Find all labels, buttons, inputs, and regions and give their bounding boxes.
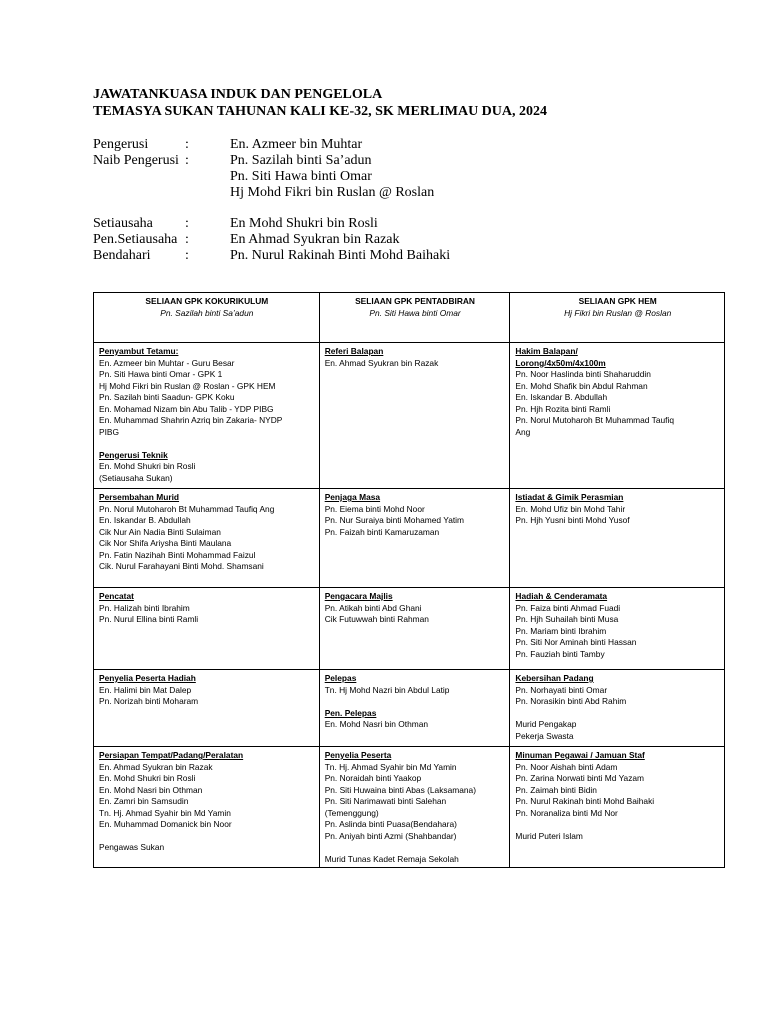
- member-name: Cik Nur Ain Nadia Binti Sulaiman: [99, 526, 221, 537]
- table-cell: [319, 489, 510, 588]
- officer-name: En. Azmeer bin Muhtar: [230, 137, 363, 152]
- table-cell: [510, 670, 725, 747]
- table-row: [94, 747, 725, 868]
- duty-title: Pencatat: [99, 591, 134, 601]
- member-name: Pn. Nur Suraiya binti Mohamed Yatim: [324, 515, 465, 525]
- member-name: Murid Puteri Islam: [515, 830, 583, 841]
- member-name: Murid Pengakap: [515, 719, 577, 729]
- duty-title: Penyelia Peserta: [324, 750, 392, 760]
- officers-list: [93, 137, 450, 264]
- member-name: En. Mohd Shafik bin Abdul Rahman: [515, 380, 648, 391]
- table-row: [94, 489, 725, 588]
- member-name: Pn. Norhayati binti Omar: [515, 684, 608, 695]
- duty-title: Pelepas: [324, 673, 357, 683]
- member-name: Pengawas Sukan: [99, 842, 165, 852]
- member-name: (Setiausaha Sukan): [99, 472, 173, 483]
- officer-row: [93, 185, 450, 201]
- member-name: Pn. Fatin Nazihah Binti Mohammad Faizul: [99, 549, 256, 560]
- officer-name: Pn. Sazilah binti Sa’adun: [230, 153, 372, 168]
- member-name: Tn. Hj. Ahmad Syahir bin Md Yamin: [324, 761, 457, 772]
- column-supervisor: Hj Fikri bin Ruslan @ Roslan: [564, 307, 672, 318]
- member-name: En. Mohd Ufiz bin Mohd Tahir: [515, 503, 626, 514]
- column-header: [94, 293, 320, 343]
- member-name: Hj Mohd Fikri bin Ruslan @ Roslan - GPK HEM: [99, 380, 276, 391]
- officer-name: En Ahmad Syukran bin Razak: [230, 232, 400, 247]
- officer-colon: [185, 169, 230, 185]
- spacer: [515, 708, 720, 720]
- member-name: Pn. Faiza binti Ahmad Fuadi: [515, 602, 621, 613]
- officer-colon: :: [185, 232, 189, 247]
- duty-title: Kebersihan Padang: [515, 673, 594, 683]
- member-name: En. Iskandar B. Abdullah: [99, 515, 191, 525]
- member-name: Pekerja Swasta: [515, 730, 574, 741]
- member-name: Pn. Hjh Rozita binti Ramli: [515, 403, 611, 414]
- member-name: Pn. Nurul Ellina binti Ramli: [99, 614, 199, 624]
- officer-role: Pengerusi: [93, 137, 149, 152]
- duty-title: Hakim Balapan/: [515, 346, 578, 356]
- member-name: En. Mohd Nasri bin Othman: [99, 784, 203, 795]
- member-name: Cik. Nurul Farahayani Binti Mohd. Shamsani: [99, 561, 264, 571]
- member-name: Pn. Noor Aishah binti Adam: [515, 761, 618, 772]
- member-name: En. Muhammad Domanick bin Noor: [99, 819, 232, 829]
- table-row: [94, 588, 725, 670]
- member-name: Pn. Aniyah binti Azmi (Shahbandar): [324, 830, 457, 841]
- officer-colon: :: [185, 216, 189, 231]
- member-name: Pn. Aslinda binti Puasa(Bendahara): [324, 819, 457, 829]
- officer-name: Hj Mohd Fikri bin Ruslan @ Roslan: [230, 185, 435, 200]
- column-header: [319, 293, 510, 343]
- spacer: [325, 842, 506, 854]
- column-heading: SELIAAN GPK HEM: [578, 296, 657, 306]
- table-cell: [510, 588, 725, 670]
- table-cell: [94, 747, 320, 868]
- member-name: Pn. Fauziah binti Tamby: [515, 648, 605, 659]
- document-title-line-1: JAWATANKUASA INDUK DAN PENGELOLA: [93, 87, 383, 102]
- member-name: En. Azmeer bin Muhtar - Guru Besar: [99, 357, 235, 368]
- officer-row: [93, 169, 450, 185]
- committee-table: [93, 292, 725, 868]
- officer-row: [93, 248, 450, 264]
- table-cell: [94, 343, 320, 489]
- member-name: Pn. Siti Hawa binti Omar - GPK 1: [99, 369, 223, 379]
- member-name: Pn. Mariam binti Ibrahim: [515, 625, 607, 636]
- spacer: [515, 819, 720, 831]
- member-name: En. Zamri bin Samsudin: [99, 796, 189, 806]
- duty-title: Penyambut Tetamu:: [99, 346, 179, 356]
- column-header: [510, 293, 725, 343]
- member-name: En. Ahmad Syukran bin Razak: [99, 761, 213, 772]
- duty-title: Penjaga Masa: [324, 492, 381, 502]
- duty-title: Pengacara Majlis: [324, 591, 393, 601]
- member-name: Murid Tunas Kadet Remaja Sekolah: [324, 853, 459, 864]
- table-cell: [319, 670, 510, 747]
- member-name: Pn. Norul Mutoharoh Bt Muhammad Taufiq Ang: [99, 503, 275, 514]
- member-name: En. Muhammad Shahrin Azriq bin Zakaria- NYDP: [99, 415, 283, 425]
- table-cell: [94, 588, 320, 670]
- member-name: Pn. Hjh Yusni binti Mohd Yusof: [515, 515, 630, 525]
- table-cell: [94, 670, 320, 747]
- column-supervisor: Pn. Sazilah binti Sa’adun: [160, 307, 254, 318]
- member-name: Pn. Eiema binti Mohd Noor: [324, 503, 425, 514]
- officer-row: [93, 232, 450, 248]
- officer-row: [93, 137, 450, 153]
- table-row: [94, 670, 725, 747]
- duty-title: Penyelia Peserta Hadiah: [99, 673, 196, 683]
- spacer: [99, 831, 315, 843]
- duty-title: Pen. Pelepas: [324, 707, 377, 718]
- officer-colon: :: [185, 137, 189, 152]
- officer-role: Setiausaha: [93, 216, 153, 231]
- table-cell: [510, 747, 725, 868]
- document-title-line-2: TEMASYA SUKAN TAHUNAN KALI KE-32, SK MERLIMAU DUA, 2024: [93, 104, 548, 119]
- duty-title: Pengerusi Teknik: [99, 449, 168, 460]
- duty-title: Lorong/4x50m/4x100m: [515, 357, 606, 368]
- table-cell: [510, 489, 725, 588]
- member-name: (Temenggung): [324, 807, 379, 818]
- officer-row: [93, 153, 450, 169]
- member-name: Tn. Hj. Ahmad Syahir bin Md Yamin: [99, 807, 231, 818]
- duty-title: Persembahan Murid: [99, 492, 180, 502]
- officer-colon: :: [185, 248, 189, 263]
- member-name: En. Halimi bin Mat Dalep: [99, 684, 192, 695]
- member-name: En. Mohamad Nizam bin Abu Talib - YDP PIBG: [99, 403, 274, 414]
- column-heading: SELIAAN GPK KOKURIKULUM: [145, 296, 269, 306]
- officer-role: Pen.Setiausaha: [93, 232, 178, 247]
- member-name: Pn. Norasikin binti Abd Rahim: [515, 696, 627, 706]
- member-name: Pn. Noranaliza binti Md Nor: [515, 807, 618, 818]
- officer-role: [93, 169, 185, 185]
- duty-title: Istiadat & Gimik Perasmian: [515, 492, 624, 502]
- member-name: En. Mohd Shukri bin Rosli: [99, 773, 196, 783]
- member-name: Pn. Norul Mutoharoh Bt Muhammad Taufiq: [515, 415, 674, 425]
- duty-title: Hadiah & Cenderamata: [515, 591, 608, 601]
- member-name: Tn. Hj Mohd Nazri bin Abdul Latip: [324, 684, 450, 695]
- member-name: PIBG: [99, 426, 120, 437]
- duty-title: Minuman Pegawai / Jamuan Staf: [515, 750, 645, 760]
- table-cell: [319, 747, 510, 868]
- member-name: Pn. Siti Nor Aminah binti Hassan: [515, 637, 637, 647]
- table-cell: [510, 343, 725, 489]
- member-name: Pn. Halizah binti Ibrahim: [99, 602, 190, 613]
- member-name: Pn. Atikah binti Abd Ghani: [324, 602, 422, 613]
- member-name: Cik Nor Shifa Ariysha Binti Maulana: [99, 538, 232, 548]
- officer-name: Pn. Siti Hawa binti Omar: [230, 169, 372, 184]
- member-name: Pn. Noor Haslinda binti Shaharuddin: [515, 369, 651, 379]
- officer-role: [93, 185, 185, 201]
- officer-name: En Mohd Shukri bin Rosli: [230, 216, 378, 231]
- member-name: Ang: [515, 426, 531, 437]
- table-header-row: [94, 293, 725, 343]
- member-name: Pn. Hjh Suhailah binti Musa: [515, 614, 619, 624]
- member-name: Pn. Zaimah binti Bidin: [515, 784, 597, 795]
- officer-name: Pn. Nurul Rakinah Binti Mohd Baihaki: [230, 248, 451, 263]
- member-name: Pn. Nurul Rakinah binti Mohd Baihaki: [515, 796, 655, 806]
- officer-role: Bendahari: [93, 248, 151, 263]
- table-cell: [319, 588, 510, 670]
- member-name: Pn. Norizah binti Moharam: [99, 696, 199, 706]
- member-name: Pn. Siti Narimawati binti Salehan: [324, 796, 447, 806]
- officer-colon: :: [185, 153, 189, 168]
- table-row: [94, 343, 725, 489]
- officer-colon: [185, 185, 230, 201]
- member-name: Pn. Faizah binti Kamaruzaman: [324, 526, 440, 537]
- member-name: En. Mohd Shukri bin Rosli: [99, 461, 196, 471]
- officer-row: [93, 216, 450, 232]
- duty-title: Referi Balapan: [324, 346, 384, 356]
- member-name: Cik Futuwwah binti Rahman: [324, 614, 429, 624]
- spacer: [99, 438, 315, 450]
- member-name: Pn. Siti Huwaina binti Abas (Laksamana): [324, 784, 476, 795]
- member-name: Pn. Noraidah binti Yaakop: [324, 773, 422, 783]
- member-name: En. Ahmad Syukran bin Razak: [324, 357, 439, 368]
- member-name: Pn. Sazilah binti Saadun- GPK Koku: [99, 392, 235, 402]
- column-supervisor: Pn. Siti Hawa binti Omar: [369, 307, 461, 318]
- officer-role: Naib Pengerusi: [93, 153, 179, 168]
- member-name: En. Mohd Nasri bin Othman: [324, 719, 429, 729]
- duty-title: Persiapan Tempat/Padang/Peralatan: [99, 750, 244, 760]
- column-heading: SELIAAN GPK PENTADBIRAN: [355, 296, 475, 306]
- member-name: Pn. Zarina Norwati binti Md Yazam: [515, 773, 645, 783]
- spacer: [325, 696, 506, 708]
- table-cell: [319, 343, 510, 489]
- table-cell: [94, 489, 320, 588]
- member-name: En. Iskandar B. Abdullah: [515, 392, 608, 402]
